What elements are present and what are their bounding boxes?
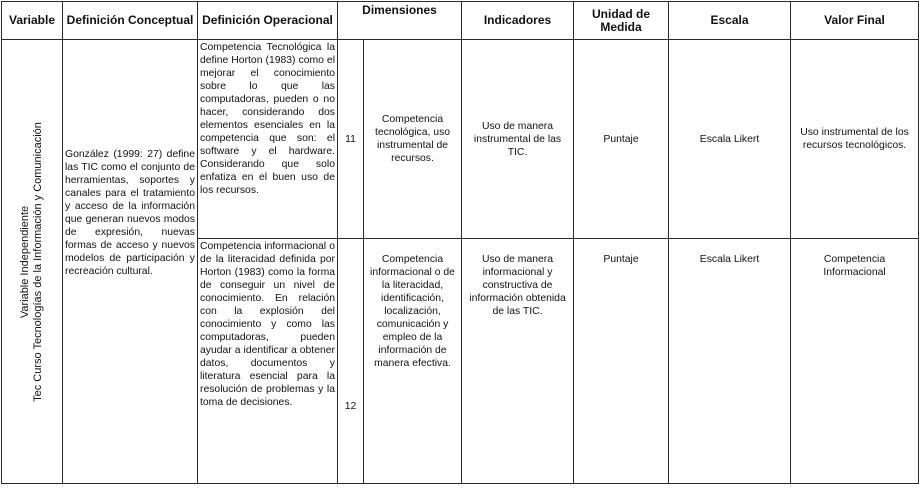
- unidad-cell: Puntaje: [574, 40, 669, 239]
- escala-cell: Escala Likert: [669, 40, 791, 239]
- header-definicion-conceptual: Definición Conceptual: [63, 2, 198, 40]
- table-row: [2, 40, 919, 239]
- dimension-number: 11: [338, 40, 364, 239]
- header-indicadores: Indicadores: [462, 2, 574, 40]
- valor-final-cell: Uso instrumental de los recursos tecnológicos.: [791, 40, 919, 239]
- variable-cell: [2, 40, 63, 484]
- header-unidad-de-medida: Unidad de Medida: [574, 2, 669, 40]
- definicion-operacional-cell: Competencia Tecnológica la define Horton (1983) como el mejorar el conocimiento sobre lo que las computadoras, pueden o no hacer, considerando dos elementos esenciales en la competencia que son: el software y el hardware. Considerando que solo enfatiza en el buen uso de los recursos.: [198, 40, 338, 239]
- header-variable: Variable: [2, 2, 63, 40]
- indicador-cell: Uso de manera instrumental de las TIC.: [462, 40, 574, 239]
- definicion-operacional-cell: Competencia informacional o de la literacidad definida por Horton (1983) como la forma de conseguir un nivel de conocimiento. En relación con la explosión del conocimiento y como las computadoras, pueden ayudar a identificar a obtener datos, documentos y literatura esencial para la resolución de problemas y la toma de decisiones.: [198, 239, 338, 484]
- dimension-cell: Competencia tecnológica, uso instrumental de recursos.: [364, 40, 462, 239]
- unidad-cell: Puntaje: [574, 239, 669, 484]
- dimension-number: 12: [338, 239, 364, 484]
- definicion-conceptual-cell: González (1999: 27) define las TIC como el conjunto de herramientas, soportes y canales para el tratamiento y acceso de la información que generan nuevos modos de expresión, nuevas formas de acceso y nuevos modelos de participación y recreación cultural.: [63, 40, 198, 484]
- indicador-cell: Uso de manera informacional y constructiva de información obtenida de las TIC.: [462, 239, 574, 484]
- header-definicion-operacional: Definición Operacional: [198, 2, 338, 40]
- variable-type: Variable Independiente: [19, 205, 31, 318]
- variable-name: Tec Curso Tecnologías de la Información y Comunicación: [32, 121, 44, 402]
- valor-final-cell: Competencia Informacional: [791, 239, 919, 484]
- header-escala: Escala: [669, 2, 791, 40]
- header-row: [2, 2, 919, 40]
- dimension-cell: Competencia informacional o de la literacidad, identificación, localización, comunicación y empleo de la información de manera efectiva.: [364, 239, 462, 484]
- header-dimensiones: Dimensiones: [338, 2, 462, 40]
- variable-label: [19, 122, 45, 402]
- header-valor-final: Valor Final: [791, 2, 919, 40]
- escala-cell: Escala Likert: [669, 239, 791, 484]
- operationalization-table: [1, 1, 919, 484]
